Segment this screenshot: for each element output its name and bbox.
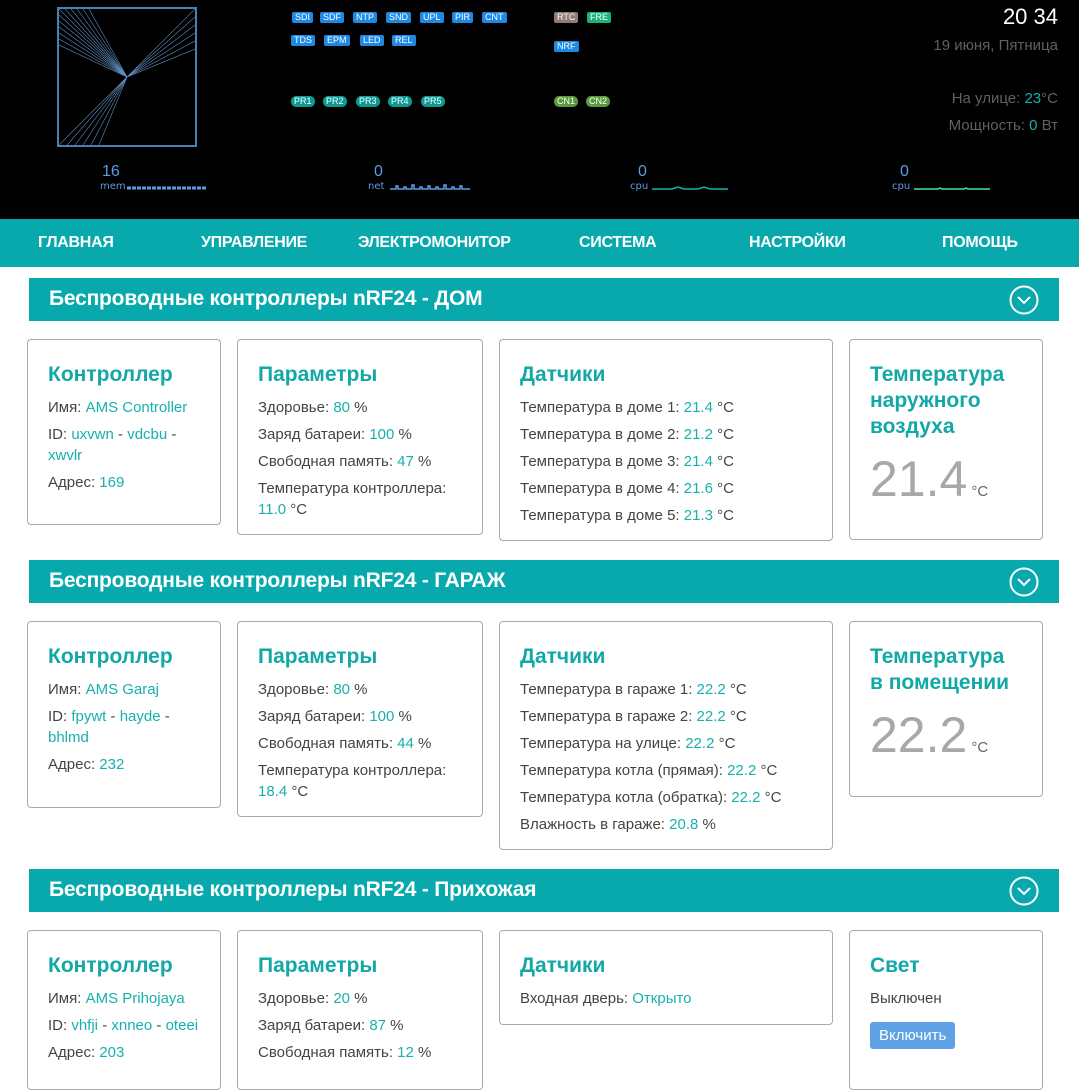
badge-pr5: PR5	[421, 96, 445, 107]
status-header: SDI SDF NTP SND UPL PIR CNT TDS EPM LED REL PR1 PR2 PR3 PR4 PR5 RTC FRE NRF CN1 CN2 20 34 19 июня, Пятница На улице: 23°C Мощность: 0 Вт 16 mem 0 net 0 cpu 0 cpu	[0, 0, 1079, 219]
nav-settings[interactable]: НАСТРОЙКИ	[749, 234, 846, 251]
controller-name: Имя: AMS Controller	[48, 399, 188, 416]
controller-id: ID: vhfji - xnneo - oteei	[48, 1017, 199, 1034]
section-title: Беспроводные контроллеры nRF24 - ГАРАЖ	[49, 569, 506, 592]
sensor-row: Температура в гараже 2: 22.2 °C	[520, 708, 747, 725]
chevron-down-circle-icon[interactable]	[1009, 285, 1039, 315]
sensor-row: Температура на улице: 22.2 °C	[520, 735, 736, 752]
badge-fre: FRE	[587, 12, 611, 23]
nav-home[interactable]: ГЛАВНАЯ	[38, 234, 114, 251]
badge-tds: TDS	[291, 35, 315, 46]
net-graph-icon	[390, 181, 472, 191]
big-temperature: 21.4 °C	[870, 451, 989, 507]
badge-rtc: RTC	[554, 12, 578, 23]
badge-ntp: NTP	[353, 12, 377, 23]
badge-cn2: CN2	[586, 96, 610, 107]
mem-graph-icon	[127, 185, 209, 191]
nav-help[interactable]: ПОМОЩЬ	[942, 234, 1018, 251]
params-card	[237, 930, 483, 1090]
controller-card	[27, 339, 221, 525]
controller-id: ID: fpywt - hayde - bhlmd	[48, 708, 170, 746]
outside-temperature: На улице: 23°C	[951, 90, 1058, 107]
card-heading: Контроллер	[48, 363, 173, 386]
controller-card	[27, 930, 221, 1090]
card-heading: Свет	[870, 954, 920, 977]
cpu2-graph-icon	[914, 183, 992, 191]
big-temperature: 22.2 °C	[870, 707, 989, 763]
badge-pr2: PR2	[323, 96, 347, 107]
badge-pr4: PR4	[388, 96, 412, 107]
badge-cnt: CNT	[482, 12, 507, 23]
controller-address: Адрес: 232	[48, 756, 125, 773]
turn-on-button[interactable]: Включить	[870, 1022, 955, 1049]
section-header-home[interactable]	[29, 278, 1059, 321]
card-heading: Температура наружного воздуха	[870, 363, 1005, 438]
chevron-down-circle-icon[interactable]	[1009, 567, 1039, 597]
clock: 20 34	[1002, 4, 1058, 29]
indoor-temp-card	[849, 621, 1043, 797]
badge-sdf: SDF	[320, 12, 344, 23]
controller-id: ID: uxvwn - vdcbu - xwvlr	[48, 426, 177, 464]
badge-sdi: SDI	[292, 12, 313, 23]
param-health: Здоровье: 20 %	[258, 990, 368, 1007]
sensor-row: Влажность в гараже: 20.8 %	[520, 816, 716, 833]
sensor-row: Температура в гараже 1: 22.2 °C	[520, 681, 747, 698]
card-heading: Контроллер	[48, 954, 173, 977]
controller-name: Имя: AMS Prihojaya	[48, 990, 185, 1007]
controller-name: Имя: AMS Garaj	[48, 681, 159, 698]
logo	[57, 7, 197, 147]
light-status: Выключен	[870, 990, 942, 1007]
card-heading: Параметры	[258, 954, 378, 977]
card-heading: Параметры	[258, 645, 378, 668]
param-battery: Заряд батареи: 87 %	[258, 1017, 404, 1034]
badge-pir: PIR	[452, 12, 473, 23]
sensor-row: Температура в доме 4: 21.6 °C	[520, 480, 734, 497]
param-battery: Заряд батареи: 100 %	[258, 426, 412, 443]
outdoor-temp-card	[849, 339, 1043, 540]
section-title: Беспроводные контроллеры nRF24 - Прихожая	[49, 878, 537, 901]
badge-epm: EPM	[324, 35, 350, 46]
params-card	[237, 339, 483, 535]
nav-system[interactable]: СИСТЕМА	[579, 234, 657, 251]
sensors-card	[499, 930, 833, 1025]
sensor-row: Температура котла (обратка): 22.2 °C	[520, 789, 782, 806]
controller-address: Адрес: 169	[48, 474, 125, 491]
date: 19 июня, Пятница	[933, 37, 1058, 54]
section-header-hallway[interactable]	[29, 869, 1059, 912]
param-memory: Свободная память: 12 %	[258, 1044, 432, 1061]
sensor-row: Температура в доме 2: 21.2 °C	[520, 426, 734, 443]
cpu-graph-icon	[652, 183, 730, 191]
card-heading: Параметры	[258, 363, 378, 386]
param-controller-temp: Температура контроллера: 18.4 °C	[258, 762, 447, 800]
badge-upl: UPL	[420, 12, 444, 23]
sensor-row: Температура в доме 3: 21.4 °C	[520, 453, 734, 470]
badge-pr1: PR1	[291, 96, 315, 107]
section-header-garage[interactable]	[29, 560, 1059, 603]
param-health: Здоровье: 80 %	[258, 681, 368, 698]
light-card	[849, 930, 1043, 1090]
nav-electromonitor[interactable]: ЭЛЕКТРОМОНИТОР	[358, 234, 511, 251]
params-card	[237, 621, 483, 817]
section-title: Беспроводные контроллеры nRF24 - ДОМ	[49, 287, 483, 310]
chevron-down-circle-icon[interactable]	[1009, 876, 1039, 906]
logo-string-art-icon	[59, 9, 195, 145]
badge-led: LED	[360, 35, 384, 46]
badge-cn1: CN1	[554, 96, 578, 107]
sensor-row: Температура в доме 1: 21.4 °C	[520, 399, 734, 416]
card-heading: Температура в помещении	[870, 645, 1010, 694]
card-heading: Датчики	[520, 954, 606, 977]
param-memory: Свободная память: 44 %	[258, 735, 432, 752]
controller-card	[27, 621, 221, 808]
controller-address: Адрес: 203	[48, 1044, 125, 1061]
sensors-card	[499, 621, 833, 850]
param-battery: Заряд батареи: 100 %	[258, 708, 412, 725]
param-health: Здоровье: 80 %	[258, 399, 368, 416]
badge-pr3: PR3	[356, 96, 380, 107]
power-reading: Мощность: 0 Вт	[948, 117, 1058, 134]
badge-rel: REL	[392, 35, 416, 46]
badge-snd: SND	[386, 12, 411, 23]
sensor-row: Входная дверь: Открыто	[520, 990, 692, 1007]
param-memory: Свободная память: 47 %	[258, 453, 432, 470]
sensor-row: Температура в доме 5: 21.3 °C	[520, 507, 734, 524]
card-heading: Датчики	[520, 645, 606, 668]
card-heading: Датчики	[520, 363, 606, 386]
param-controller-temp: Температура контроллера: 11.0 °C	[258, 480, 447, 518]
sensors-card	[499, 339, 833, 541]
sensor-row: Температура котла (прямая): 22.2 °C	[520, 762, 778, 779]
nav-control[interactable]: УПРАВЛЕНИЕ	[201, 234, 308, 251]
main-nav	[0, 219, 1079, 267]
card-heading: Контроллер	[48, 645, 173, 668]
badge-nrf: NRF	[554, 41, 579, 52]
